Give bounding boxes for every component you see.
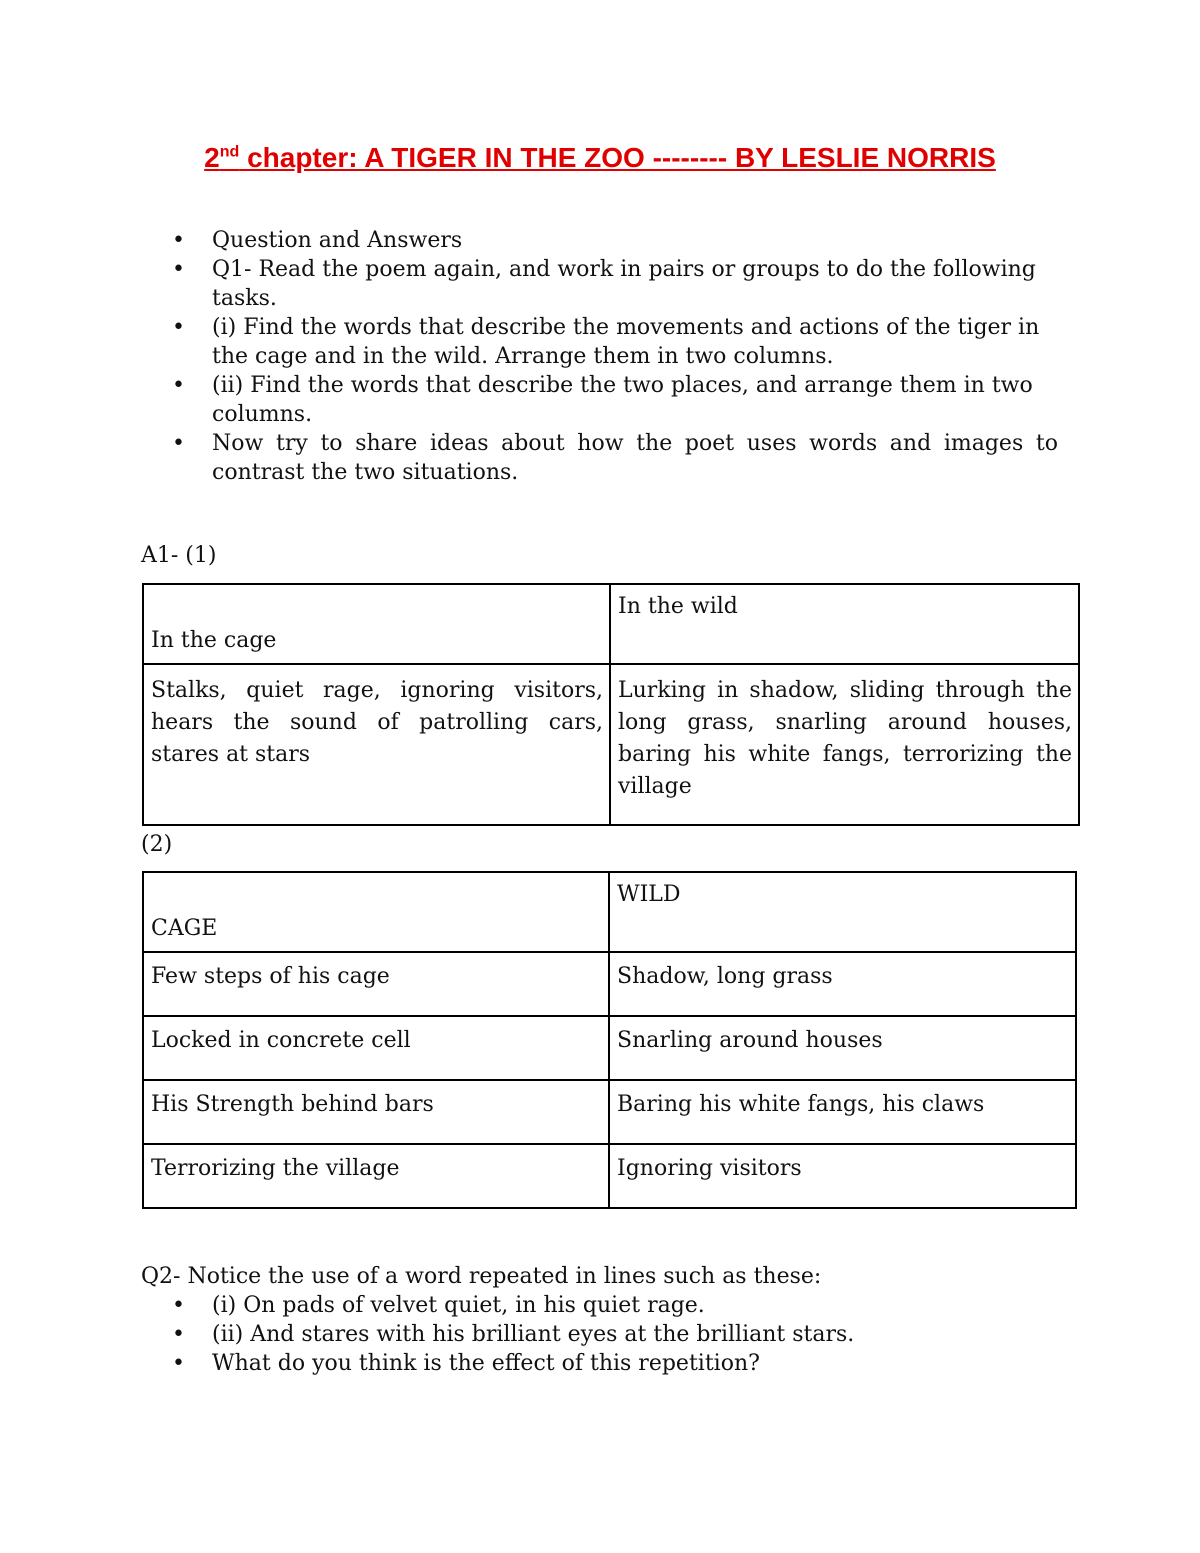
- table-header-cell: CAGE: [143, 872, 609, 952]
- bullet-icon: •: [172, 1293, 185, 1318]
- bullet-icon: •: [172, 373, 185, 398]
- list-item-text: (ii) Find the words that describe the two places, and arrange them in two columns.: [212, 373, 1033, 427]
- table-header-cell: WILD: [609, 872, 1076, 952]
- question-2-label: Q2- Notice the use of a word repeated in lines such as these:: [141, 1264, 822, 1289]
- list-item: [172, 1349, 1058, 1378]
- places-table: [142, 871, 1077, 1209]
- list-item-text: (i) On pads of velvet quiet, in his quiet rage.: [212, 1293, 705, 1318]
- bullet-icon: •: [172, 1322, 185, 1347]
- table-header-row: [143, 872, 1076, 952]
- list-item-text: Question and Answers: [212, 228, 463, 253]
- list-item: [172, 429, 1058, 487]
- table-row: [143, 1016, 1076, 1080]
- bullet-icon: •: [172, 315, 185, 340]
- table-row: [143, 952, 1076, 1016]
- table-row: [143, 1144, 1076, 1208]
- table-cell: Few steps of his cage: [143, 952, 609, 1016]
- bullet-icon: •: [172, 257, 185, 282]
- table-cell: Shadow, long grass: [609, 952, 1076, 1016]
- chapter-ordinal-suffix: nd: [219, 143, 240, 161]
- table-cell: Stalks, quiet rage, ignoring visitors, hears the sound of patrolling cars, stares at stars: [143, 664, 610, 825]
- list-item: [172, 1320, 1058, 1349]
- chapter-title-text: chapter: A TIGER IN THE ZOO -------- BY LESLIE NORRIS: [239, 142, 996, 173]
- q2-bullet-list: [172, 1291, 1058, 1378]
- table-cell: Lurking in shadow, sliding through the long grass, snarling around houses, baring his white fangs, terrorizing the village: [610, 664, 1079, 825]
- list-item: [172, 1291, 1058, 1320]
- list-item: [172, 226, 1058, 255]
- list-item-text: What do you think is the effect of this repetition?: [212, 1351, 760, 1376]
- list-item: [172, 255, 1058, 313]
- table-row: [143, 1080, 1076, 1144]
- list-item: [172, 313, 1058, 371]
- table-cell: Locked in concrete cell: [143, 1016, 609, 1080]
- movements-table: [142, 583, 1080, 826]
- table-cell: Ignoring visitors: [609, 1144, 1076, 1208]
- table-cell: His Strength behind bars: [143, 1080, 609, 1144]
- q1-bullet-list: [172, 226, 1058, 487]
- table-cell: Terrorizing the village: [143, 1144, 609, 1208]
- list-item-text: (i) Find the words that describe the movements and actions of the tiger in the cage and in the wild. Arrange them in two columns.: [212, 315, 1040, 369]
- chapter-number: 2: [204, 142, 220, 173]
- table-header-cell: In the wild: [610, 584, 1079, 664]
- list-item-text: Q1- Read the poem again, and work in pairs or groups to do the following tasks.: [212, 257, 1036, 311]
- table-cell: Snarling around houses: [609, 1016, 1076, 1080]
- answer-1-label: A1- (1): [141, 543, 217, 568]
- table-header-cell: In the cage: [143, 584, 610, 664]
- list-item-text: (ii) And stares with his brilliant eyes at the brilliant stars.: [212, 1322, 855, 1347]
- list-item-text: Now try to share ideas about how the poet uses words and images to contrast the two situations.: [212, 431, 1058, 485]
- table-header-row: [143, 584, 1079, 664]
- bullet-icon: •: [172, 1351, 185, 1376]
- table-row: [143, 664, 1079, 825]
- chapter-title: [0, 142, 1200, 174]
- part-2-label: (2): [141, 832, 173, 857]
- bullet-icon: •: [172, 228, 185, 253]
- bullet-icon: •: [172, 431, 185, 456]
- list-item: [172, 371, 1058, 429]
- table-cell: Baring his white fangs, his claws: [609, 1080, 1076, 1144]
